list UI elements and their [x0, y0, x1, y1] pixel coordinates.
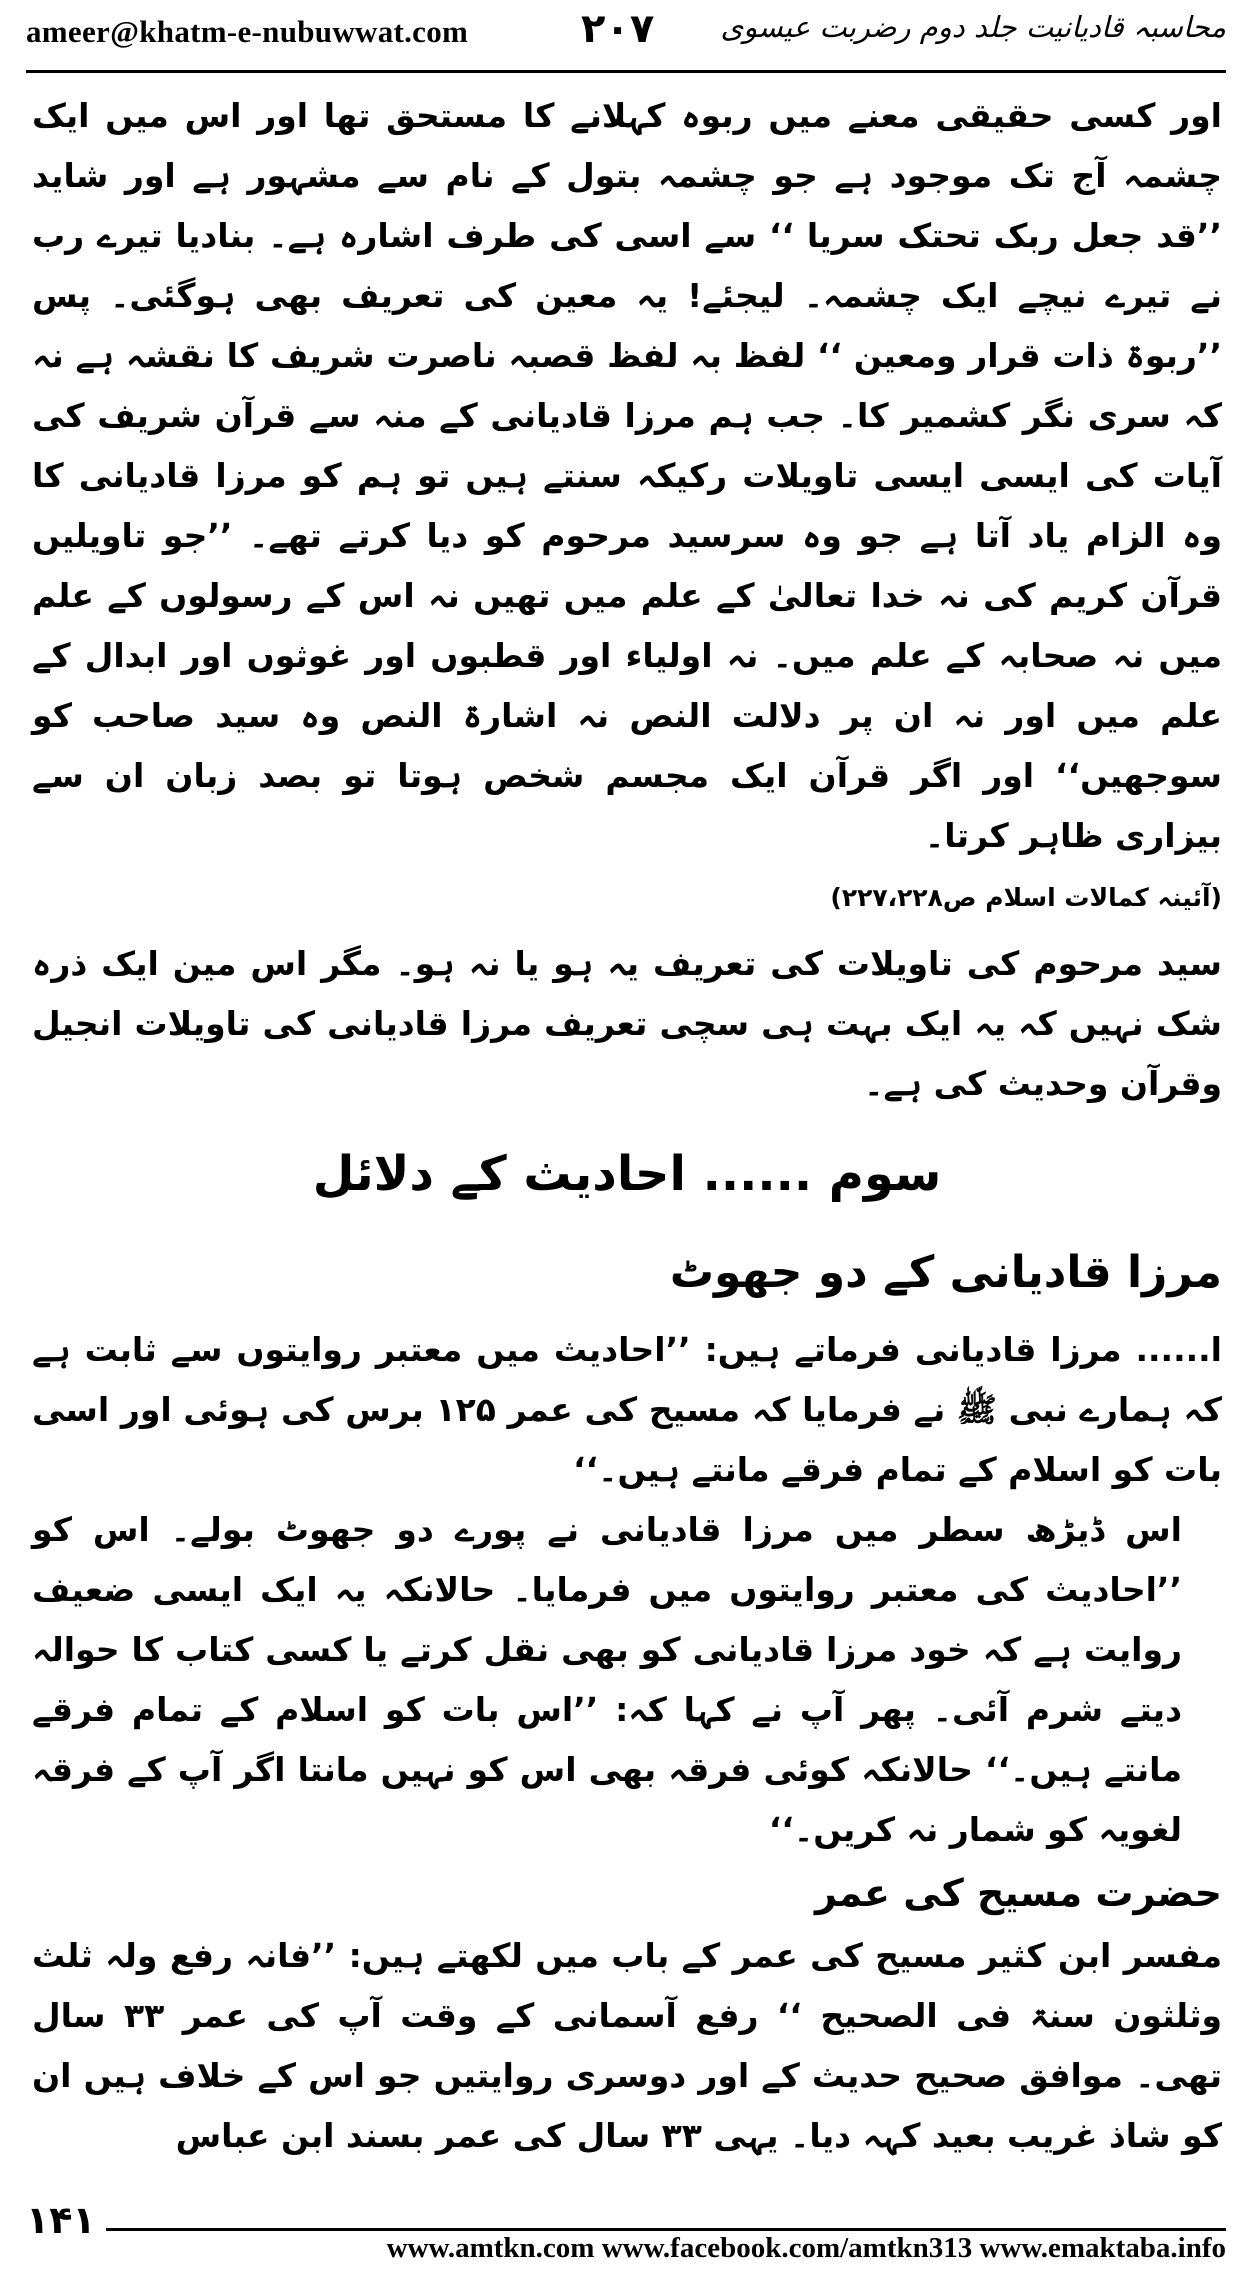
page-header [26, 6, 1226, 64]
body-paragraph-3: ا...... مرزا قادیانی فرماتے ہیں: ’’احادیث میں معتبر روایتوں سے ثابت ہے کہ ہمارے نبی ﷺ نے فرمایا کہ مسیح کی عمر ۱۲۵ برس کی ہوئی اور اسی بات کو اسلام کے تمام فرقے مانتے ہیں۔‘‘ [32, 1330, 1222, 1489]
page-footer [26, 2198, 1226, 2264]
header-email: ameer@khatm-e-nubuwwat.com [26, 14, 469, 49]
footer-links: www.amtkn.com www.facebook.com/amtkn313 www.emaktaba.info [386, 2232, 1226, 2264]
footer-divider [26, 2228, 1226, 2231]
reference-citation: (آئینہ کمالات اسلام ص۲۲۷،۲۲۸) [830, 883, 1222, 912]
body-paragraph-2: سید مرحوم کی تاویلات کی تعریف یہ ہو یا نہ ہو۔ مگر اس مین ایک ذرہ شک نہیں کہ یہ ایک بہت ہی سچی تعریف مرزا قادیانی کی تاویلات انجیل وقرآن وحدیث کی ہے۔ [32, 944, 1222, 1103]
header-page-number: ۲۰۷ [581, 6, 655, 52]
section-title: سوم ...... احادیث کے دلائل [312, 1146, 942, 1202]
heading-age-of-messiah: حضرت مسیح کی عمر [814, 1871, 1222, 1915]
header-book-title: محاسبہ قادیانیت جلد دوم رضربت عیسوی [720, 10, 1226, 44]
page-content [32, 86, 1222, 2166]
body-paragraph-1: اور کسی حقیقی معنے میں ربوہ کہلانے کا مستحق تھا اور اس میں ایک چشمہ آج تک موجود ہے جو چشمہ بتول کے نام سے مشہور ہے اور شاید ’’قد جعل ربک تحتک سریا ‘‘ سے اسی کی طرف اشارہ ہے۔ بنادیا تیرے رب نے تیرے نیچے ایک چشمہ۔ لیجئے! یہ معین کی تعریف بھی ہوگئی۔ پس ’’ربوۃ ذات قرار ومعین ‘‘ لفظ بہ لفظ قصبہ ناصرت شریف کا نقشہ ہے نہ کہ سری نگر کشمیر کا۔ جب ہم مرزا قادیانی کے منہ سے قرآن شریف کی آیات کی ایسی ایسی تاویلات رکیکہ سنتے ہیں تو ہم کو مرزا قادیانی کا وہ الزام یاد آتا ہے جو وہ سرسید مرحوم کو دیا کرتے تھے۔ ’’جو تاویلیں قرآن کریم کی نہ خدا تعالیٰ کے علم میں تھیں نہ اس کے رسولوں کے علم میں نہ صحابہ کے علم میں۔ نہ اولیاء اور قطبوں اور غوثوں اور ابدال کے علم میں اور نہ ان پر دلالت النص نہ اشارۃ النص وہ سید صاحب کو سوجھیں‘‘ اور اگر قرآن ایک مجسم شخص ہوتا تو بصد زبان ان سے بیزاری ظاہر کرتا۔ [32, 96, 1222, 855]
heading-two-lies: مرزا قادیانی کے دو جھوٹ [669, 1247, 1222, 1298]
header-divider [26, 70, 1226, 73]
body-paragraph-5: مفسر ابن کثیر مسیح کی عمر کے باب میں لکھتے ہیں: ’’فانہ رفع ولہ ثلث وثلثون سنۃ فی الصحیح ‘‘ رفع آسمانی کے وقت آپ کی عمر ۳۳ سال تھی۔ موافق صحیح حدیث کے اور دوسری روایتیں جو اس کے خلاف ہیں ان کو شاذ غریب بعید کہہ دیا۔ یہی ۳۳ سال کی عمر بسند ابن عباس [32, 1936, 1222, 2155]
body-paragraph-4: اس ڈیڑھ سطر میں مرزا قادیانی نے پورے دو جھوٹ بولے۔ اس کو ’’احادیث کی معتبر روایتوں میں فرمایا۔ حالانکہ یہ ایک ایسی ضعیف روایت ہے کہ خود مرزا قادیانی کو بھی نقل کرتے یا کسی کتاب کا حوالہ دیتے شرم آئی۔ پھر آپ نے کہا کہ: ’’اس بات کو اسلام کے تمام فرقے مانتے ہیں۔‘‘ حالانکہ کوئی فرقہ بھی اس کو نہیں مانتا اگر آپ کے فرقہ لغویہ کو شمار نہ کریں۔‘‘ [32, 1510, 1182, 1849]
footer-page-number: ۱۴۱ [26, 2198, 106, 2242]
